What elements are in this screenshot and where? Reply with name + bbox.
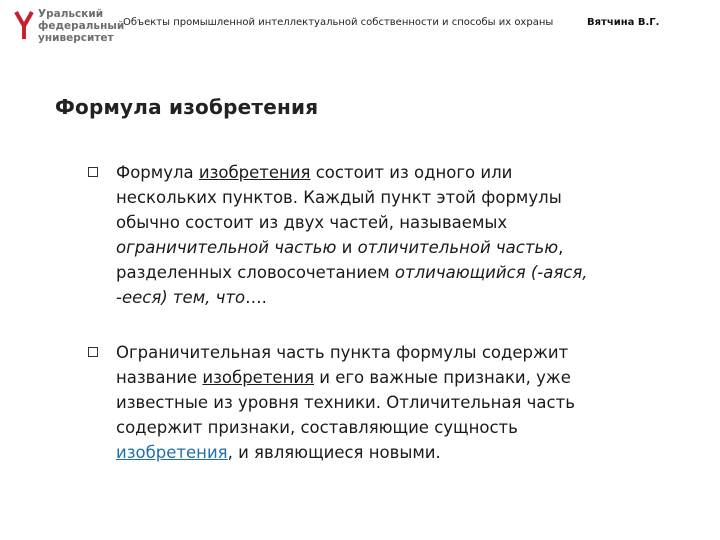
author-name: Вятчина В.Г.	[587, 17, 660, 28]
term-characterized-by: отличающийся (-аяся, -ееся) тем, что	[116, 263, 588, 307]
text-segment: ….	[245, 288, 267, 307]
term-distinctive-part: отличительной частью	[357, 238, 559, 257]
invention-link[interactable]: изобретения	[116, 443, 228, 462]
bullet-item	[88, 340, 608, 465]
text-segment: и	[336, 238, 358, 257]
bullet-text	[116, 343, 575, 462]
bullet-list	[88, 160, 608, 465]
text-segment: состоит из одного или нескольких пунктов. Каждый пункт этой формулы обычно состоит из двух частей, называемых	[116, 163, 562, 232]
text-segment: Ограничительная часть пункта формулы содержит название	[116, 343, 569, 387]
slide-title: Формула изобретения	[55, 95, 319, 119]
term-restrictive-part: ограничительной частью	[116, 238, 337, 257]
logo-text: Уральский федеральный университет	[38, 8, 125, 44]
bullet-square-icon	[88, 347, 98, 357]
presentation-title: Объекты промышленной интеллектуальной собственности и способы их охраны	[123, 17, 554, 28]
text-segment: и его важные признаки, уже известные из уровня техники. Отличительная часть содержит признаки, составляющие сущность	[116, 368, 575, 437]
text-segment: , разделенных словосочетанием	[116, 238, 564, 282]
text-segment: Формула	[116, 163, 199, 182]
term-invention: изобретения	[198, 163, 311, 182]
bullet-square-icon	[88, 167, 98, 177]
bullet-item	[88, 160, 608, 310]
text-segment: , и являющиеся новыми.	[227, 443, 441, 462]
bullet-text	[116, 163, 588, 307]
urfu-logo-icon	[14, 10, 34, 40]
university-logo	[14, 6, 124, 48]
term-invention: изобретения	[202, 368, 315, 387]
